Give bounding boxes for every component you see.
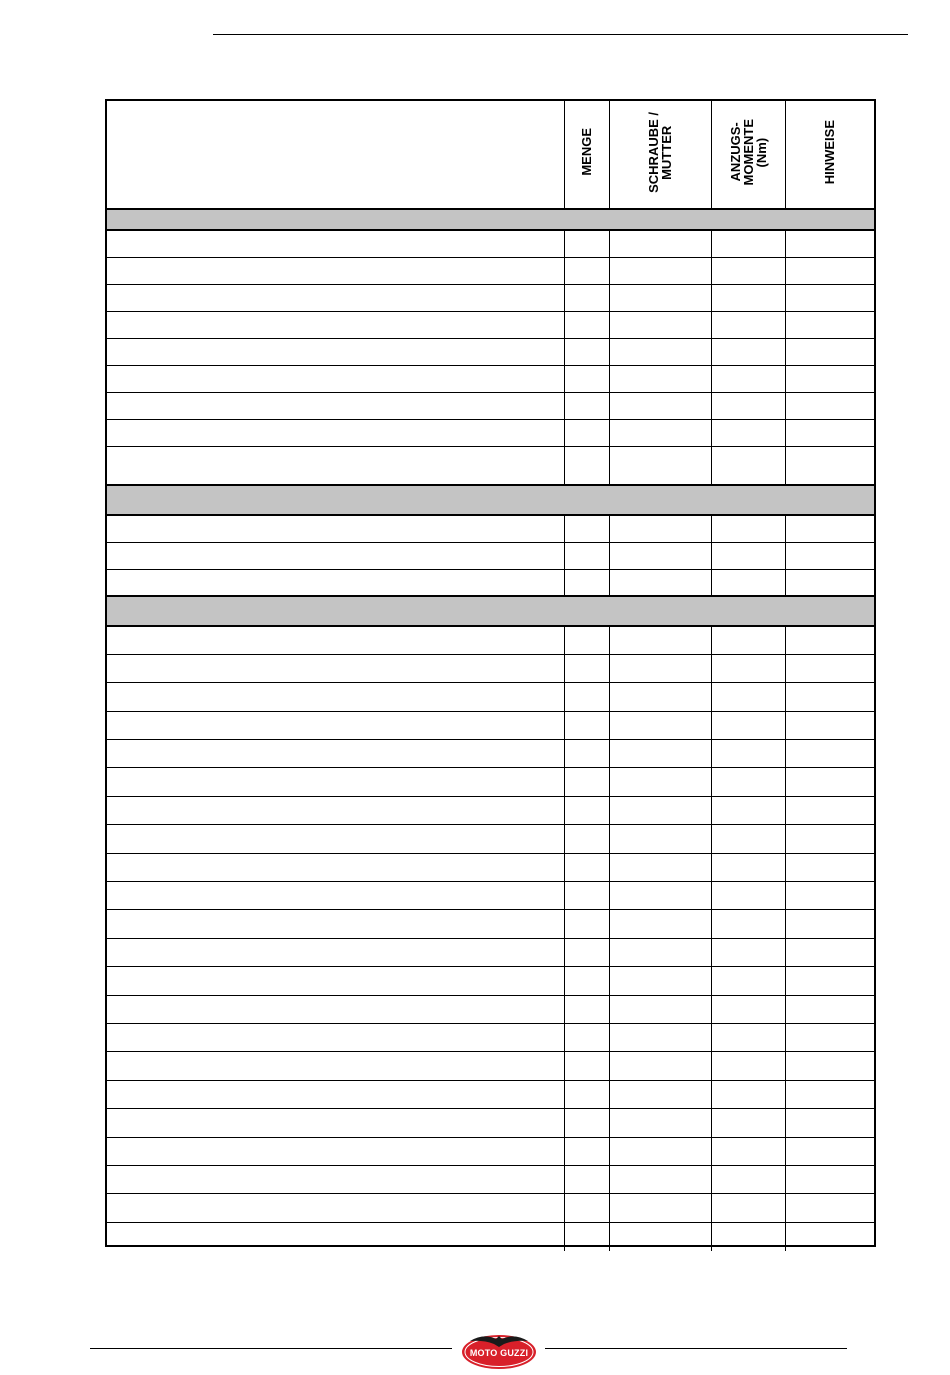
table-row (107, 1052, 874, 1080)
moto-guzzi-logo (460, 1328, 538, 1370)
section-row (107, 596, 874, 626)
table-row (107, 257, 874, 284)
table-row (107, 626, 874, 654)
table-row (107, 683, 874, 711)
header-notes: HINWEISE (785, 101, 874, 209)
table-row (107, 230, 874, 257)
footer-rule-right (545, 1348, 847, 1349)
table-row (107, 711, 874, 739)
table-row (107, 853, 874, 881)
section-row (107, 485, 874, 515)
logo-text: MOTO GUZZI (469, 1348, 529, 1358)
table-row (107, 910, 874, 938)
table-row (107, 569, 874, 596)
table-row (107, 515, 874, 542)
table-row (107, 446, 874, 485)
section-row (107, 209, 874, 230)
table-row (107, 740, 874, 768)
table-row (107, 1137, 874, 1165)
header-rule (213, 34, 908, 35)
header-description (107, 101, 564, 209)
table-row (107, 1194, 874, 1222)
table-row (107, 995, 874, 1023)
table-row (107, 654, 874, 682)
table-row (107, 392, 874, 419)
table-row (107, 1023, 874, 1051)
footer-rule-left (90, 1348, 452, 1349)
table-row (107, 796, 874, 824)
table-row (107, 542, 874, 569)
table-row (107, 882, 874, 910)
table-row (107, 1109, 874, 1137)
table-row (107, 1222, 874, 1250)
header-row (107, 101, 874, 209)
table-row (107, 967, 874, 995)
table-row (107, 938, 874, 966)
torque-table (107, 101, 874, 1251)
header-torque: ANZUGS- MOMENTE (Nm) (711, 101, 785, 209)
table-row (107, 284, 874, 311)
table-row (107, 1080, 874, 1108)
table-row (107, 768, 874, 796)
table-row (107, 1165, 874, 1193)
torque-table-frame (105, 99, 876, 1247)
table-row (107, 419, 874, 446)
table-row (107, 311, 874, 338)
header-qty: MENGE (564, 101, 609, 209)
table-row (107, 825, 874, 853)
table-row (107, 365, 874, 392)
header-bolt: SCHRAUBE / MUTTER (609, 101, 711, 209)
table-row (107, 338, 874, 365)
